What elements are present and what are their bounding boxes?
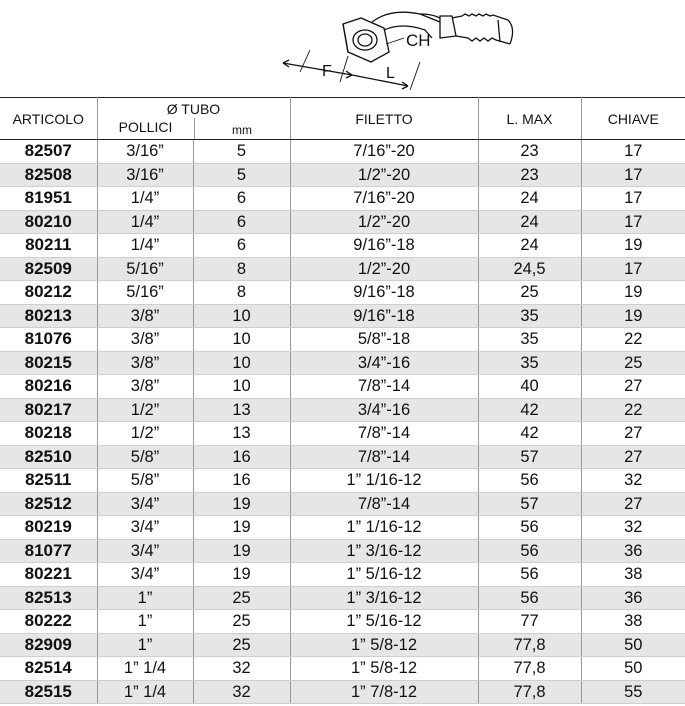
cell-mm: 25 [193, 610, 290, 634]
cell-mm: 8 [193, 257, 290, 281]
cell-lmax: 56 [478, 516, 581, 540]
cell-articolo: 80213 [0, 304, 97, 328]
cell-filetto: 1” 5/16-12 [290, 563, 478, 587]
cell-chiave: 27 [581, 492, 685, 516]
table-row [0, 610, 685, 634]
header-mm: mm [232, 123, 252, 137]
cell-lmax: 57 [478, 492, 581, 516]
cell-mm: 16 [193, 469, 290, 493]
cell-articolo: 81077 [0, 539, 97, 563]
cell-chiave: 19 [581, 234, 685, 258]
cell-chiave: 55 [581, 680, 685, 704]
cell-pollici: 3/4” [97, 492, 193, 516]
cell-lmax: 56 [478, 563, 581, 587]
cell-mm: 5 [193, 163, 290, 187]
table-row [0, 445, 685, 469]
cell-pollici: 3/8” [97, 304, 193, 328]
cell-lmax: 77,8 [478, 657, 581, 681]
cell-articolo: 80219 [0, 516, 97, 540]
cell-chiave: 17 [581, 187, 685, 211]
cell-mm: 13 [193, 398, 290, 422]
cell-lmax: 56 [478, 586, 581, 610]
cell-filetto: 7/8”-14 [290, 375, 478, 399]
cell-mm: 10 [193, 375, 290, 399]
cell-pollici: 1/2” [97, 398, 193, 422]
header-tubo-title: Ø TUBO [166, 101, 221, 117]
cell-chiave: 17 [581, 257, 685, 281]
table-row [0, 351, 685, 375]
cell-mm: 10 [193, 328, 290, 352]
cell-articolo: 80211 [0, 234, 97, 258]
cell-filetto: 1” 5/8-12 [290, 633, 478, 657]
cell-mm: 19 [193, 539, 290, 563]
cell-mm: 8 [193, 281, 290, 305]
cell-chiave: 32 [581, 516, 685, 540]
cell-mm: 10 [193, 351, 290, 375]
table-row [0, 469, 685, 493]
cell-mm: 5 [193, 140, 290, 164]
table-row [0, 492, 685, 516]
cell-lmax: 35 [478, 351, 581, 375]
cell-filetto: 7/8”-14 [290, 422, 478, 446]
cell-mm: 6 [193, 210, 290, 234]
cell-filetto: 1” 3/16-12 [290, 539, 478, 563]
cell-chiave: 19 [581, 281, 685, 305]
cell-mm: 19 [193, 516, 290, 540]
cell-pollici: 1” [97, 633, 193, 657]
cell-lmax: 42 [478, 422, 581, 446]
cell-chiave: 50 [581, 657, 685, 681]
cell-chiave: 27 [581, 375, 685, 399]
cell-mm: 16 [193, 445, 290, 469]
cell-pollici: 1/2” [97, 422, 193, 446]
cell-mm: 13 [193, 422, 290, 446]
label-f: F [322, 63, 332, 80]
cell-pollici: 3/4” [97, 539, 193, 563]
cell-filetto: 7/8”-14 [290, 492, 478, 516]
cell-filetto: 1” 1/16-12 [290, 516, 478, 540]
cell-mm: 6 [193, 234, 290, 258]
table-row [0, 187, 685, 211]
cell-articolo: 82515 [0, 680, 97, 704]
cell-mm: 6 [193, 187, 290, 211]
cell-lmax: 77,8 [478, 633, 581, 657]
fittings-table [0, 97, 685, 704]
label-ch: CH [406, 31, 431, 50]
cell-chiave: 38 [581, 563, 685, 587]
cell-pollici: 3/8” [97, 375, 193, 399]
cell-articolo: 82512 [0, 492, 97, 516]
cell-articolo: 80212 [0, 281, 97, 305]
table-row [0, 657, 685, 681]
cell-filetto: 7/16”-20 [290, 140, 478, 164]
cell-filetto: 7/8”-14 [290, 445, 478, 469]
table-row [0, 375, 685, 399]
cell-lmax: 23 [478, 163, 581, 187]
cell-chiave: 27 [581, 422, 685, 446]
cell-pollici: 3/8” [97, 351, 193, 375]
cell-filetto: 9/16”-18 [290, 234, 478, 258]
cell-lmax: 24,5 [478, 257, 581, 281]
cell-chiave: 38 [581, 610, 685, 634]
cell-articolo: 80216 [0, 375, 97, 399]
cell-articolo: 82514 [0, 657, 97, 681]
cell-filetto: 7/16”-20 [290, 187, 478, 211]
cell-chiave: 17 [581, 210, 685, 234]
cell-mm: 10 [193, 304, 290, 328]
cell-pollici: 1/4” [97, 187, 193, 211]
cell-articolo: 81076 [0, 328, 97, 352]
table-row [0, 210, 685, 234]
cell-articolo: 80221 [0, 563, 97, 587]
cell-filetto: 1” 5/8-12 [290, 657, 478, 681]
cell-filetto: 1” 7/8-12 [290, 680, 478, 704]
cell-pollici: 1” [97, 586, 193, 610]
table-row [0, 234, 685, 258]
cell-chiave: 25 [581, 351, 685, 375]
cell-mm: 19 [193, 492, 290, 516]
table-row [0, 281, 685, 305]
table-row [0, 422, 685, 446]
cell-lmax: 57 [478, 445, 581, 469]
cell-chiave: 17 [581, 140, 685, 164]
table-row [0, 257, 685, 281]
cell-chiave: 36 [581, 586, 685, 610]
cell-chiave: 22 [581, 328, 685, 352]
cell-filetto: 1” 3/16-12 [290, 586, 478, 610]
cell-lmax: 25 [478, 281, 581, 305]
cell-lmax: 35 [478, 328, 581, 352]
table-header [0, 98, 685, 140]
cell-articolo: 80218 [0, 422, 97, 446]
cell-lmax: 77,8 [478, 680, 581, 704]
cell-filetto: 1/2”-20 [290, 257, 478, 281]
cell-pollici: 3/4” [97, 516, 193, 540]
label-l: L [386, 65, 395, 82]
cell-chiave: 36 [581, 539, 685, 563]
cell-lmax: 56 [478, 539, 581, 563]
header-lmax: L. MAX [478, 98, 581, 140]
cell-articolo: 81951 [0, 187, 97, 211]
cell-articolo: 82507 [0, 140, 97, 164]
table-row [0, 304, 685, 328]
cell-lmax: 40 [478, 375, 581, 399]
cell-pollici: 5/16” [97, 257, 193, 281]
cell-articolo: 80210 [0, 210, 97, 234]
cell-pollici: 1/4” [97, 210, 193, 234]
cell-pollici: 1” 1/4 [97, 657, 193, 681]
header-articolo: ARTICOLO [0, 98, 97, 140]
cell-lmax: 42 [478, 398, 581, 422]
cell-articolo: 80222 [0, 610, 97, 634]
cell-chiave: 32 [581, 469, 685, 493]
cell-filetto: 1” 1/16-12 [290, 469, 478, 493]
header-pollici: POLLICI [118, 119, 173, 135]
cell-pollici: 3/16” [97, 140, 193, 164]
cell-pollici: 1” 1/4 [97, 680, 193, 704]
cell-filetto: 1/2”-20 [290, 210, 478, 234]
header-chiave: CHIAVE [581, 98, 685, 140]
cell-lmax: 56 [478, 469, 581, 493]
header-tubo [97, 98, 290, 140]
cell-articolo: 80217 [0, 398, 97, 422]
cell-mm: 25 [193, 633, 290, 657]
cell-pollici: 3/8” [97, 328, 193, 352]
cell-mm: 32 [193, 657, 290, 681]
cell-filetto: 1” 5/16-12 [290, 610, 478, 634]
cell-filetto: 5/8”-18 [290, 328, 478, 352]
cell-articolo: 82508 [0, 163, 97, 187]
cell-pollici: 5/8” [97, 469, 193, 493]
cell-chiave: 17 [581, 163, 685, 187]
header-filetto: FILETTO [290, 98, 478, 140]
cell-mm: 19 [193, 563, 290, 587]
cell-mm: 25 [193, 586, 290, 610]
table-row [0, 680, 685, 704]
table-row [0, 586, 685, 610]
cell-pollici: 3/16” [97, 163, 193, 187]
cell-lmax: 24 [478, 210, 581, 234]
cell-articolo: 82509 [0, 257, 97, 281]
cell-lmax: 23 [478, 140, 581, 164]
table-row [0, 140, 685, 164]
table-row [0, 633, 685, 657]
cell-filetto: 1/2”-20 [290, 163, 478, 187]
cell-filetto: 3/4”-16 [290, 351, 478, 375]
cell-pollici: 1/4” [97, 234, 193, 258]
table-row [0, 163, 685, 187]
cell-articolo: 82513 [0, 586, 97, 610]
cell-articolo: 82510 [0, 445, 97, 469]
cell-pollici: 5/16” [97, 281, 193, 305]
cell-pollici: 3/4” [97, 563, 193, 587]
cell-chiave: 22 [581, 398, 685, 422]
table-row [0, 398, 685, 422]
cell-articolo: 80215 [0, 351, 97, 375]
cell-filetto: 9/16”-18 [290, 281, 478, 305]
cell-filetto: 3/4”-16 [290, 398, 478, 422]
cell-chiave: 19 [581, 304, 685, 328]
cell-lmax: 24 [478, 187, 581, 211]
table-row [0, 516, 685, 540]
fitting-diagram [0, 0, 685, 97]
cell-lmax: 35 [478, 304, 581, 328]
cell-mm: 32 [193, 680, 290, 704]
cell-pollici: 1” [97, 610, 193, 634]
table-row [0, 563, 685, 587]
cell-pollici: 5/8” [97, 445, 193, 469]
cell-chiave: 50 [581, 633, 685, 657]
table-row [0, 539, 685, 563]
cell-articolo: 82511 [0, 469, 97, 493]
cell-lmax: 77 [478, 610, 581, 634]
table-row [0, 328, 685, 352]
cell-lmax: 24 [478, 234, 581, 258]
cell-filetto: 9/16”-18 [290, 304, 478, 328]
cell-articolo: 82909 [0, 633, 97, 657]
cell-chiave: 27 [581, 445, 685, 469]
